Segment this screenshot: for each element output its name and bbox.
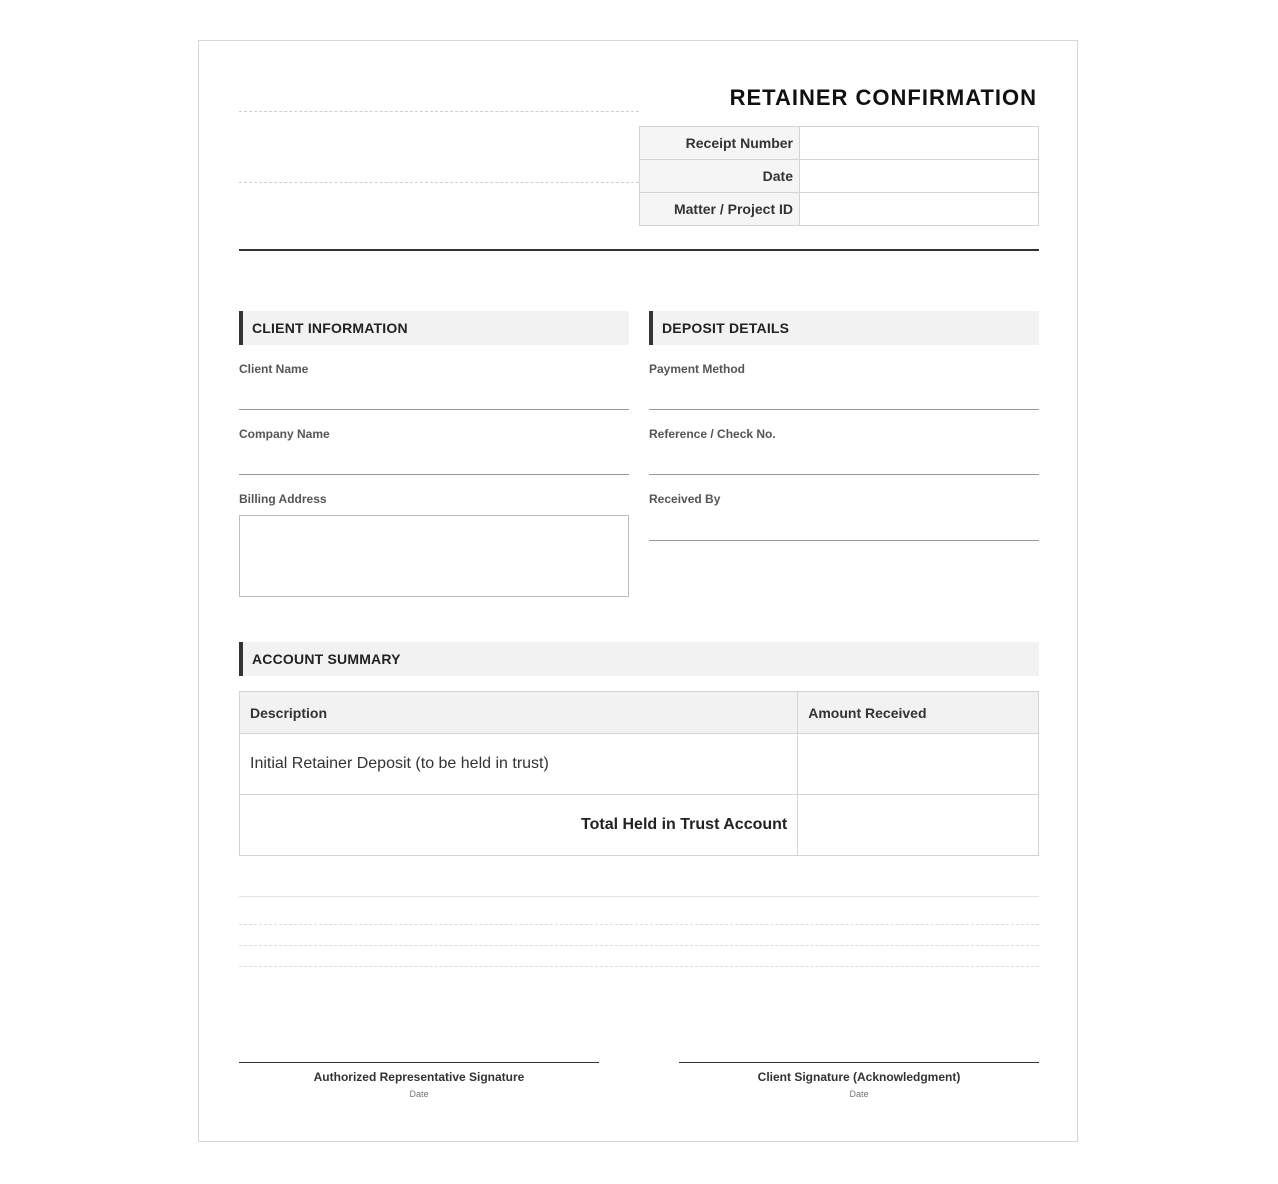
company-line-1: [239, 111, 639, 112]
reference-label: Reference / Check No.: [649, 427, 776, 441]
meta-row-matter-id: [640, 193, 1039, 226]
notes-line: [239, 924, 1039, 925]
column-header-description: Description: [240, 692, 798, 734]
receipt-meta-table: [639, 126, 1039, 226]
total-amount-field[interactable]: [798, 795, 1039, 856]
meta-label: Matter / Project ID: [640, 193, 800, 226]
payment-method-field[interactable]: [649, 409, 1039, 410]
receipt-number-field[interactable]: [800, 127, 1039, 160]
row-description: Initial Retainer Deposit (to be held in trust): [240, 734, 798, 795]
authorized-signature-date-label: Date: [409, 1089, 429, 1099]
company-name-field[interactable]: [239, 474, 629, 475]
notes-line-top: [239, 896, 1039, 897]
client-signature-line[interactable]: [679, 1062, 1039, 1063]
received-by-label: Received By: [649, 492, 721, 506]
deposit-details-heading: DEPOSIT DETAILS: [649, 311, 1039, 345]
reference-field[interactable]: [649, 474, 1039, 475]
notes-line: [239, 945, 1039, 946]
client-name-field[interactable]: [239, 409, 629, 410]
table-row: [240, 734, 1039, 795]
billing-address-label: Billing Address: [239, 492, 327, 506]
client-info-heading: CLIENT INFORMATION: [239, 311, 629, 345]
total-label: Total Held in Trust Account: [240, 795, 798, 856]
matter-id-field[interactable]: [800, 193, 1039, 226]
company-name-label: Company Name: [239, 427, 330, 441]
document-page: [198, 40, 1078, 1142]
client-signature-date-label: Date: [849, 1089, 869, 1099]
authorized-signature-label: Authorized Representative Signature: [313, 1070, 525, 1084]
account-summary-table: [239, 691, 1039, 856]
row-amount-field[interactable]: [798, 734, 1039, 795]
received-by-field[interactable]: [649, 540, 1039, 541]
payment-method-label: Payment Method: [649, 362, 746, 376]
notes-line: [239, 966, 1039, 967]
header-divider: [239, 249, 1039, 251]
meta-label: Receipt Number: [640, 127, 800, 160]
company-line-2: [239, 182, 639, 183]
meta-row-receipt-number: [640, 127, 1039, 160]
total-row: [240, 795, 1039, 856]
meta-label: Date: [640, 160, 800, 193]
client-signature-label: Client Signature (Acknowledgment): [757, 1070, 961, 1084]
client-name-label: Client Name: [239, 362, 309, 376]
table-header-row: [240, 692, 1039, 734]
authorized-signature-line[interactable]: [239, 1062, 599, 1063]
document-title: RETAINER CONFIRMATION: [729, 85, 1037, 110]
billing-address-field[interactable]: [239, 515, 629, 597]
meta-row-date: [640, 160, 1039, 193]
column-header-amount: Amount Received: [798, 692, 1039, 734]
date-field[interactable]: [800, 160, 1039, 193]
account-summary-heading: ACCOUNT SUMMARY: [239, 642, 1039, 676]
